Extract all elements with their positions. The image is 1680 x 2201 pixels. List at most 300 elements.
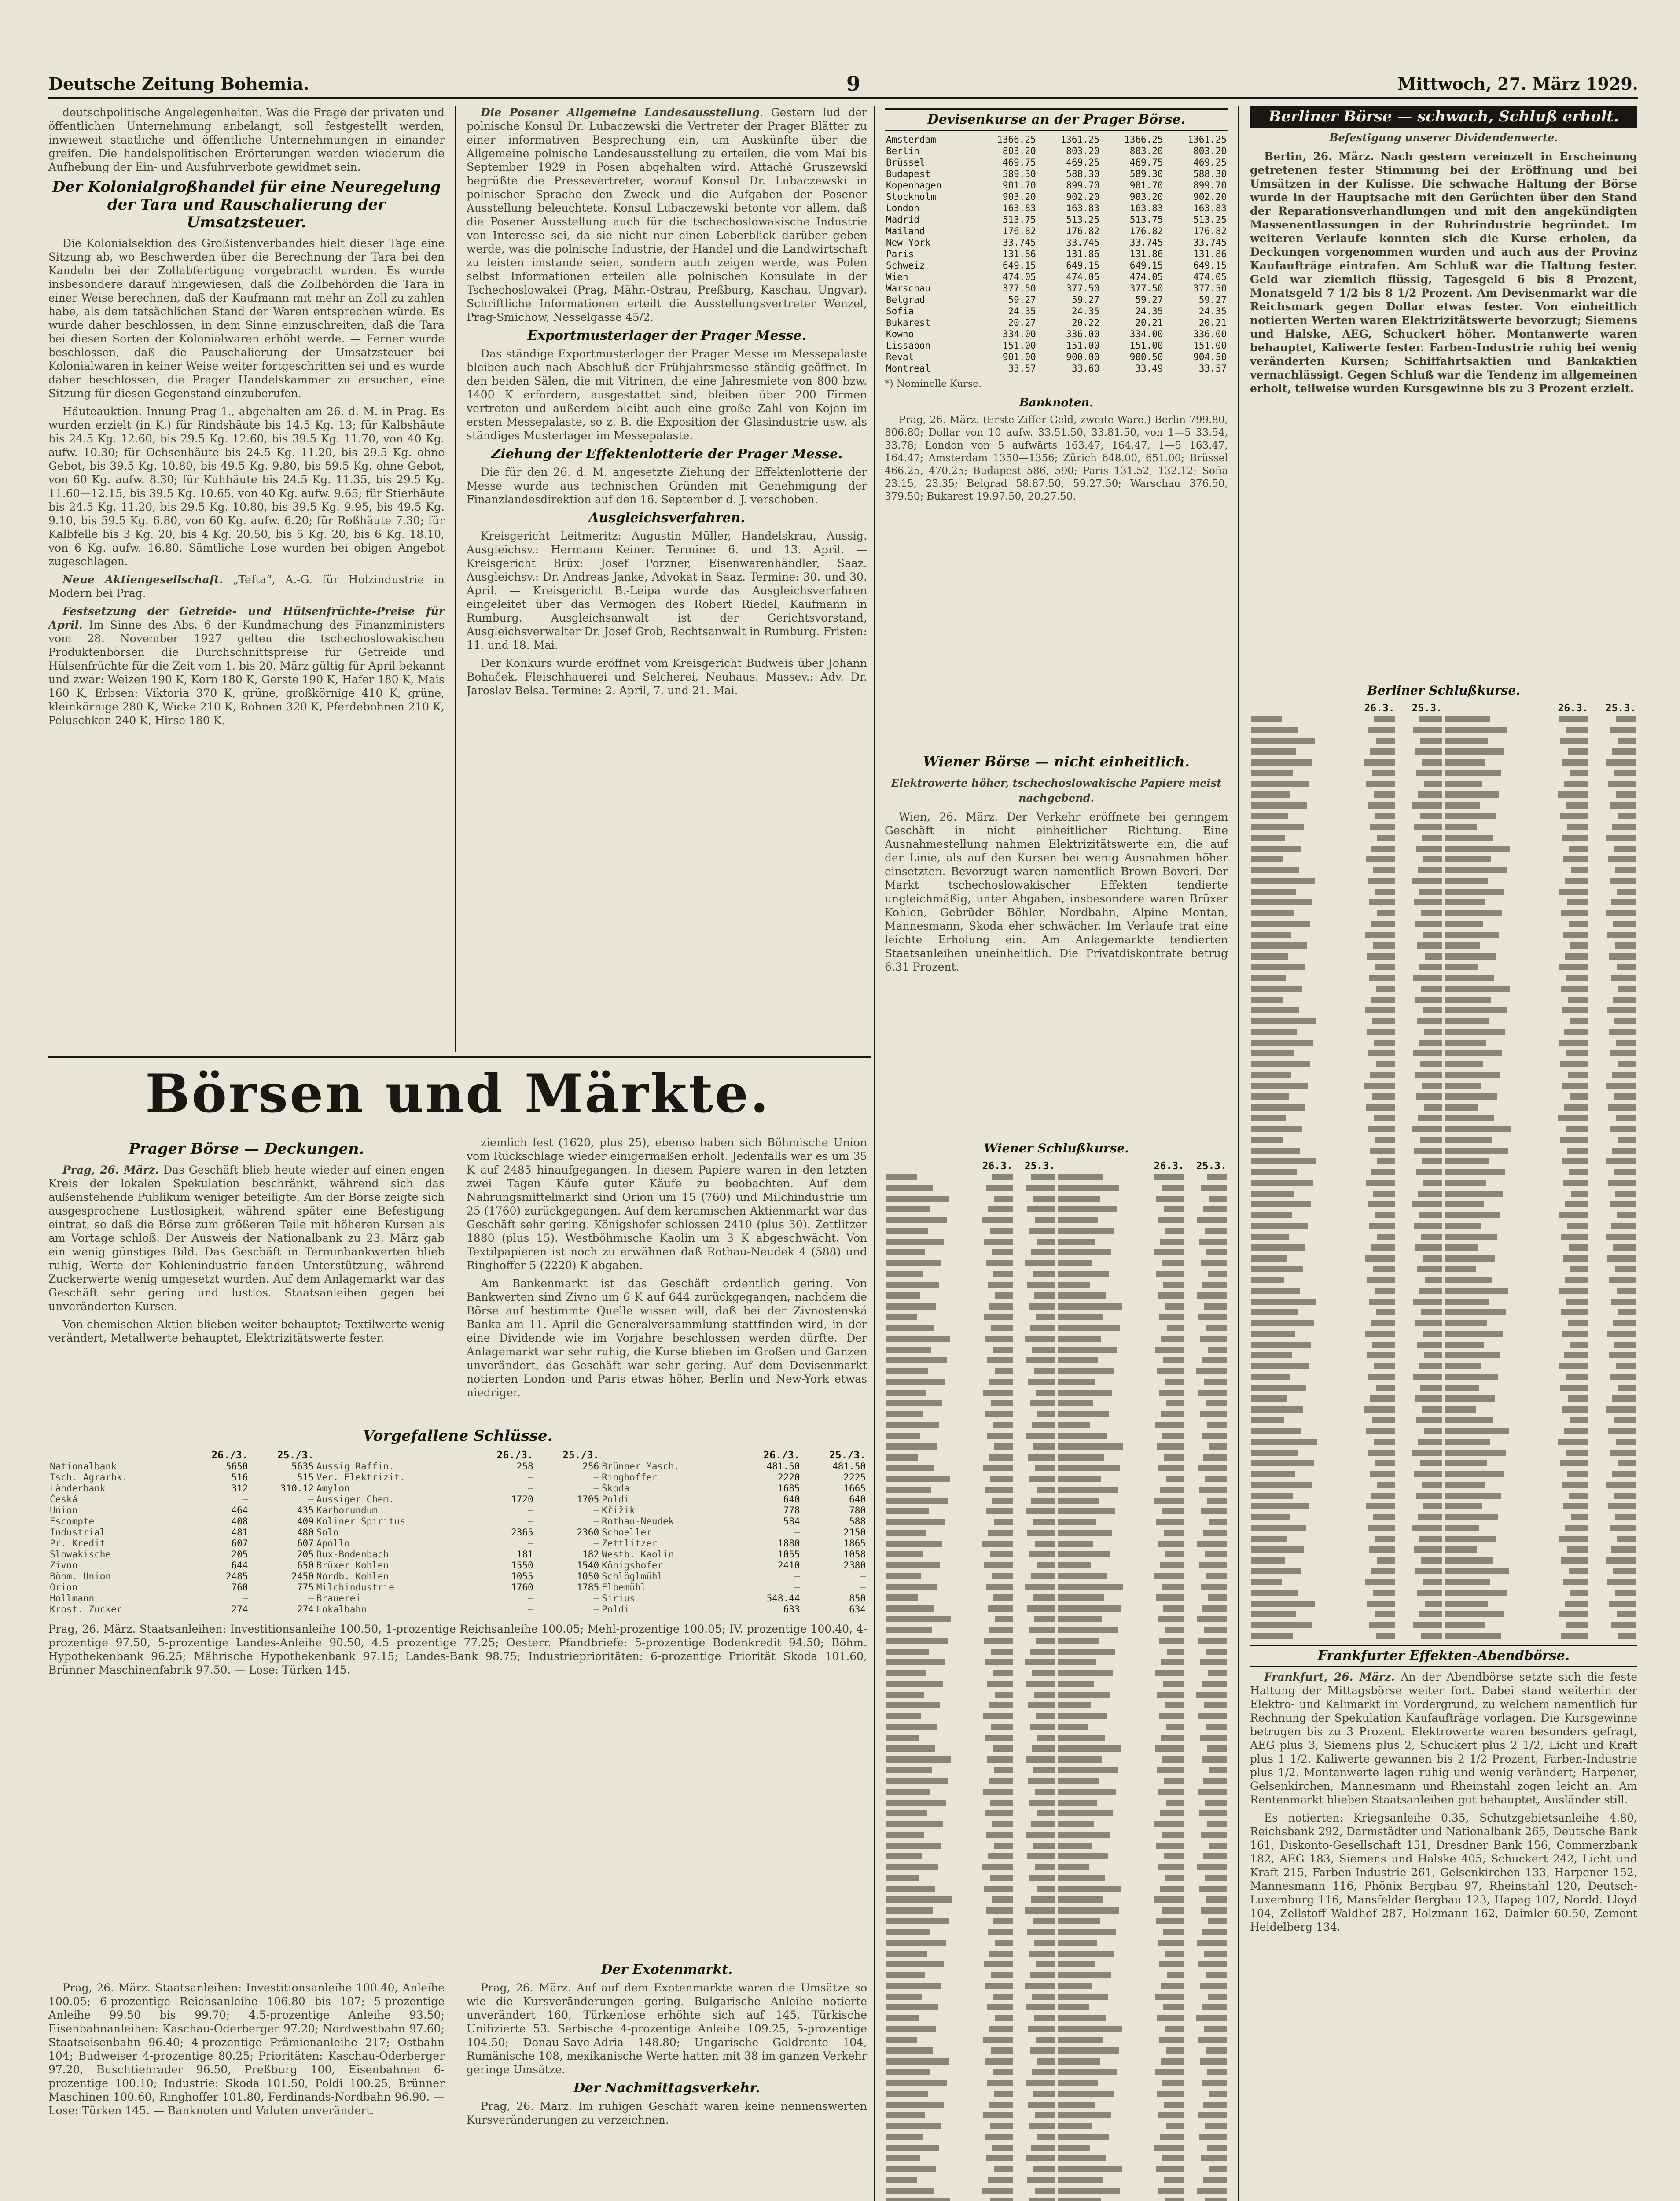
print-texture	[1251, 1083, 1308, 1089]
print-texture	[1445, 1342, 1484, 1348]
print-texture	[1204, 1627, 1227, 1633]
print-texture	[986, 1185, 1013, 1191]
illegible-cell	[1014, 1366, 1056, 1377]
print-texture	[1208, 1271, 1227, 1277]
illegible-cell	[885, 2131, 972, 2142]
illegible-cell	[1590, 725, 1637, 736]
print-texture	[1369, 1622, 1395, 1628]
illegible-cell	[1250, 1016, 1348, 1027]
print-texture	[1445, 1579, 1490, 1585]
rate-cell: 803.20	[1129, 146, 1163, 156]
print-texture	[1037, 1735, 1055, 1741]
illegible-cell	[1348, 1081, 1396, 1092]
print-texture	[986, 1508, 1013, 1514]
print-texture	[1251, 1169, 1297, 1175]
table-row: Nationalbank 5650 5635 Aussig Raffin. 258 256 Brünner Masch. 481.50 481.50	[50, 1461, 866, 1472]
print-texture	[1158, 1864, 1184, 1870]
illegible-cell	[1186, 2045, 1228, 2056]
illegible-cell	[1348, 1393, 1396, 1404]
print-texture	[1031, 1249, 1055, 1255]
illegible-cell	[1250, 1329, 1348, 1340]
illegible-cell	[1396, 736, 1444, 747]
currency-label: London	[886, 203, 919, 213]
table-row	[885, 1862, 1228, 1873]
print-texture	[1166, 1476, 1184, 1482]
print-texture	[986, 2155, 1013, 2161]
illegible-cell	[885, 1808, 972, 1819]
illegible-cell	[1143, 1592, 1186, 1603]
illegible-cell	[1186, 1280, 1228, 1291]
print-texture	[1413, 727, 1442, 733]
print-texture	[1162, 1508, 1184, 1514]
print-texture	[1251, 1536, 1287, 1542]
illegible-cell	[1542, 1350, 1589, 1361]
illegible-cell	[972, 1409, 1014, 1420]
article-text: Prag, 26. März. Staatsanleihen: Investitionsanleihe 100.50, 1-prozentige Reichsanleihe 100.05; Mehl-prozentige 100.05; IV. prozentige 100.40, 4-prozentige 97.50, 5-prozentige Landes-Anleihe 90.50, 4.5 prozentige 77.25; Oesterr. Pfandbriefe: 5-prozentige Bodenkredit 94.50; Böhm. Hypothekenbank 96.25; Mährische Hypothekenbank 97.15; Landes-Bank 98.75; Industrieprioritäten: 6-prozentige Priorität Skoda 101.60, Brünner Maschinenfabrik 97.50. — Lose: Türken 145.	[48, 1623, 867, 1676]
illegible-cell	[885, 1829, 972, 1840]
illegible-cell	[885, 1474, 972, 1485]
table-row	[885, 1582, 1228, 1593]
table-row	[885, 168, 1228, 180]
illegible-cell	[1444, 1436, 1542, 1447]
illegible-cell	[1186, 1894, 1228, 1905]
print-texture	[1167, 1325, 1184, 1331]
article-text: Prag, 26. März. Staatsanleihen: Investitionsanleihe 100.40, Anleihe 100.05; 6-prozentige Reichsanleihe 106.80 bis 107; 5-prozentige Anleihe 99.50 bis 99.70; 4.5-prozentige Anleihe 93.50; Eisenbahnanleihen: Kaschau-Oderberger 97.20; Nordwestbahn 97.60; Staatseisenbahn 96.40; 4-prozentige Prämienanleihe 217; Ostbahn 104; Budweiser 4-prozentige 80.25; Prioritäten: Kaschau-Oderberger 97.20, Buschtiehrader 96.50, Preßburg 100, Eisenbahnen 6-prozentige 100.10; Industrie: Skoda 101.50, Poldi 100.25, Brünner Maschinen 100.60, Ringhoffer 101.80, Ferdinands-Nordbahn 96.90. — Lose: Türken 145. — Banknoten und Valuten unverändert.	[48, 1981, 445, 2117]
illegible-cell	[1396, 962, 1444, 973]
illegible-cell	[1250, 876, 1348, 887]
illegible-cell	[1348, 1361, 1396, 1372]
print-texture	[1565, 1201, 1588, 1207]
print-texture	[1058, 2134, 1109, 2140]
print-texture	[993, 1994, 1013, 2000]
print-texture	[886, 2004, 938, 2010]
print-texture	[992, 1174, 1013, 1180]
print-texture	[1206, 2047, 1227, 2054]
print-texture	[1565, 953, 1588, 960]
print-texture	[1610, 1450, 1636, 1456]
print-texture	[1205, 1228, 1227, 1234]
print-texture	[1031, 1573, 1055, 1579]
rate-cell: 474.05	[1066, 272, 1100, 282]
illegible-cell	[885, 1463, 972, 1474]
illegible-cell	[1348, 1091, 1396, 1102]
print-texture	[1563, 1579, 1588, 1585]
print-texture	[1445, 748, 1504, 755]
print-texture	[1199, 1810, 1227, 1816]
rate-cell: 469.25	[1193, 157, 1227, 168]
illegible-cell	[1250, 800, 1348, 811]
print-texture	[984, 1886, 1013, 1892]
print-texture	[1569, 1568, 1588, 1574]
table-row	[885, 214, 1228, 225]
illegible-cell	[1056, 2164, 1143, 2175]
illegible-cell	[1143, 1484, 1186, 1495]
illegible-cell	[1186, 1733, 1228, 1744]
print-texture	[1445, 1395, 1495, 1402]
rate-cell: 59.27	[1135, 294, 1163, 305]
print-texture	[982, 1864, 1013, 1870]
print-texture	[1204, 1303, 1227, 1310]
table-row	[885, 363, 1228, 374]
table-row	[885, 1711, 1228, 1722]
illegible-cell	[1014, 1959, 1056, 1970]
illegible-cell	[885, 1517, 972, 1528]
article-text: Die Kolonialsektion des Großistenverbandes hielt dieser Tage eine Sitzung ab, wo Beschwerden über die Berechnung der Tara bei den Kandeln bei der Zollabfertigung vorgebracht wurden. Es wurde insbesondere darauf hingewiesen, daß die Zollbehörden die Tara in einer Weise berechnen, daß der Kaufmann mit mehr an Zoll zu zahlen habe, als dem tatsächlichen Stand der Waren entsprechen würde. Es wurde daher beschlossen, in dem Sinne einzuschreiten, daß die Tara bei diesen Sorten der Kolonialwaren erhöht werde. — Ferner wurde beschlossen, daß die Pauschalierung der Umsatzsteuer bei Kolonialwaren in keiner Weise weiter fortgeschritten sei und es wurde daher beschlossen, die Prager Handelskammer zu ersuchen, eine Sitzung für diesen Gegenstand einzuberufen.	[48, 237, 445, 400]
print-texture	[1609, 1352, 1636, 1358]
print-texture	[1559, 1536, 1588, 1542]
print-texture	[1029, 1800, 1055, 1806]
print-texture	[1445, 1482, 1485, 1488]
print-texture	[1251, 921, 1310, 927]
print-texture	[1559, 1040, 1588, 1046]
print-texture	[1445, 1320, 1487, 1326]
illegible-cell	[1396, 1393, 1444, 1404]
print-texture	[1058, 1638, 1099, 1644]
print-texture	[1035, 1864, 1055, 1870]
print-texture	[1165, 1702, 1184, 1708]
illegible-cell	[1348, 1469, 1396, 1480]
currency-label: Madrid	[886, 214, 919, 225]
col-header: 25.3.	[1412, 703, 1442, 714]
illegible-cell	[1542, 1577, 1589, 1588]
illegible-cell	[1014, 1182, 1056, 1193]
illegible-cell	[1444, 1598, 1542, 1609]
print-texture	[1200, 1735, 1227, 1741]
print-texture	[1445, 1093, 1497, 1100]
print-texture	[1058, 2069, 1117, 2075]
print-texture	[1157, 1368, 1184, 1374]
article-text: Neue Aktiengesellschaft. „Tefta“, A.-G. für Holzindustrie in Modern bei Prag.	[48, 573, 445, 600]
illegible-cell	[1250, 1027, 1348, 1038]
illegible-cell	[1056, 1355, 1143, 1366]
illegible-cell	[1056, 1269, 1143, 1280]
illegible-cell	[1186, 2056, 1228, 2067]
illegible-cell	[1143, 1323, 1186, 1334]
illegible-cell	[885, 1355, 972, 1366]
illegible-cell	[1014, 2175, 1056, 2186]
illegible-cell	[1186, 1884, 1228, 1895]
illegible-cell	[1590, 1329, 1637, 1340]
print-texture	[1617, 1611, 1636, 1617]
illegible-cell	[1186, 1668, 1228, 1679]
print-texture	[1159, 1638, 1184, 1644]
table-row	[1250, 768, 1637, 779]
table-header-row	[1250, 703, 1637, 714]
illegible-cell	[1348, 1005, 1396, 1016]
illegible-cell	[1542, 725, 1589, 736]
print-texture	[1617, 889, 1636, 895]
print-texture	[1251, 1590, 1298, 1596]
illegible-cell	[1444, 811, 1542, 822]
illegible-cell	[1444, 1134, 1542, 1145]
print-texture	[1560, 1061, 1588, 1067]
illegible-cell	[1143, 1819, 1186, 1830]
column-3-devisen	[885, 106, 1228, 546]
print-texture	[886, 1303, 936, 1310]
illegible-cell	[1186, 1398, 1228, 1409]
print-texture	[1027, 1282, 1055, 1288]
print-texture	[1445, 802, 1480, 809]
print-texture	[886, 1443, 937, 1450]
print-texture	[1618, 1137, 1636, 1143]
print-texture	[1058, 2198, 1101, 2201]
print-texture	[886, 1832, 924, 1838]
rate-cell: 901.70	[1002, 180, 1036, 191]
rate-cell: 649.15	[1066, 260, 1100, 271]
table-row	[1250, 1361, 1637, 1372]
illegible-cell	[1250, 1253, 1348, 1264]
print-texture	[1415, 748, 1442, 755]
print-texture	[1058, 1767, 1118, 1773]
illegible-cell	[1014, 1301, 1056, 1312]
illegible-cell	[1396, 1436, 1444, 1447]
illegible-cell	[1250, 854, 1348, 865]
illegible-cell	[1186, 1937, 1228, 1948]
print-texture	[1035, 1541, 1055, 1547]
print-texture	[1202, 1357, 1227, 1363]
table-row	[1250, 1102, 1637, 1113]
print-texture	[1208, 1918, 1227, 1924]
illegible-cell	[1143, 2196, 1186, 2201]
rate-cell: 902.20	[1193, 191, 1227, 202]
table-row	[1250, 779, 1637, 790]
print-texture	[988, 1530, 1013, 1536]
print-texture	[1251, 932, 1291, 938]
print-texture	[1416, 1417, 1442, 1423]
rate-cell: 474.05	[1002, 272, 1036, 282]
print-texture	[1208, 1670, 1227, 1676]
print-texture	[1445, 1439, 1490, 1445]
print-texture	[1197, 2188, 1227, 2194]
illegible-cell	[1348, 779, 1396, 790]
illegible-cell	[1348, 1275, 1396, 1286]
print-texture	[1607, 932, 1636, 938]
illegible-cell	[1056, 1182, 1143, 1193]
print-texture	[1368, 1126, 1395, 1132]
col-header: 25./3.	[829, 1450, 866, 1461]
print-texture	[1203, 2177, 1227, 2183]
print-texture	[1030, 2047, 1055, 2054]
print-texture	[886, 1174, 917, 1180]
print-texture	[1058, 1174, 1103, 1180]
print-texture	[1377, 1234, 1395, 1240]
table-row: Hollmann — — Brauerei — — Sirius 548.44 850	[50, 1593, 866, 1604]
print-texture	[990, 1551, 1013, 1557]
illegible-cell	[1186, 1829, 1228, 1840]
illegible-cell	[972, 1506, 1014, 1517]
illegible-cell	[972, 1431, 1014, 1442]
print-texture	[886, 1983, 941, 1989]
illegible-cell	[1348, 1436, 1396, 1447]
illegible-cell	[1444, 983, 1542, 994]
illegible-cell	[1444, 768, 1542, 779]
illegible-cell	[1396, 1285, 1444, 1296]
print-texture	[995, 2015, 1013, 2021]
table-row	[1250, 1534, 1637, 1545]
illegible-cell	[1014, 1237, 1056, 1248]
table-row	[885, 1247, 1228, 1258]
illegible-cell	[1396, 1027, 1444, 1038]
illegible-cell	[1250, 973, 1348, 984]
rate-cell: 176.82	[1193, 226, 1227, 236]
print-texture	[1375, 1137, 1395, 1143]
illegible-cell	[1014, 1797, 1056, 1808]
print-texture	[1027, 1853, 1055, 1859]
illegible-cell	[1186, 1754, 1228, 1765]
illegible-cell	[1444, 1404, 1542, 1415]
illegible-cell	[1542, 1469, 1589, 1480]
print-texture	[1026, 1508, 1055, 1514]
illegible-cell	[972, 1193, 1014, 1204]
table-row: Pr. Kredit 607 607 Apollo — — Zettlitzer 1880 1865	[50, 1538, 866, 1549]
print-texture	[1160, 1487, 1184, 1493]
print-texture	[1251, 1309, 1298, 1315]
table-row	[885, 1571, 1228, 1582]
illegible-cell	[1590, 1631, 1637, 1642]
table-row	[1250, 940, 1637, 951]
illegible-cell	[885, 1743, 972, 1754]
illegible-cell	[1014, 2013, 1056, 2024]
print-texture	[1154, 1249, 1184, 1255]
print-texture	[993, 1271, 1013, 1277]
illegible-cell	[1348, 768, 1396, 779]
illegible-cell	[1590, 919, 1637, 930]
illegible-cell	[1143, 1237, 1186, 1248]
illegible-cell	[1590, 736, 1637, 747]
print-texture	[985, 2058, 1013, 2065]
print-texture	[1445, 1309, 1506, 1315]
print-texture	[1206, 1649, 1227, 1655]
table-row	[1250, 1210, 1637, 1221]
illegible-cell	[1056, 2121, 1143, 2132]
illegible-cell	[1590, 1340, 1637, 1351]
illegible-cell	[1590, 1102, 1637, 1113]
illegible-cell	[1250, 1232, 1348, 1243]
illegible-cell	[1396, 1167, 1444, 1178]
rate-cell: 803.20	[1193, 146, 1227, 156]
illegible-cell	[972, 1711, 1014, 1722]
illegible-cell	[1396, 1534, 1444, 1545]
table-row	[885, 1377, 1228, 1388]
print-texture	[1026, 2155, 1055, 2161]
illegible-cell	[1396, 1501, 1444, 1512]
print-texture	[1419, 1040, 1442, 1046]
print-texture	[1562, 1158, 1588, 1164]
illegible-cell	[1056, 1851, 1143, 1862]
rate-cell: 474.05	[1193, 272, 1227, 282]
illegible-cell	[1056, 1873, 1143, 1884]
illegible-cell	[1590, 1038, 1637, 1049]
print-texture	[1058, 1886, 1121, 1892]
illegible-cell	[885, 2078, 972, 2089]
print-texture	[1155, 1670, 1184, 1676]
rate-cell: 176.82	[1002, 226, 1036, 236]
article-text: Es notierten: Kriegsanleihe 0.35, Schutzgebietsanleihe 4.80, Reichsbank 292, Darmstädter und Nationalbank 265, Deutsche Bank 161, Diskonto-Gesellschaft 151, Dresdner Bank 156, Commerzbank 182, AEG 183, Siemens und Halske 405, Schuckert 242, Licht und Kraft 215, Farben-Industrie 261, Gelsenkirchen 133, Harpener 152, Mannesmann 116, Phönix Bergbau 97, Rheinstahl 120, Deutsch-Luxemburg 116, Mansfelder Bergbau 123, Hapag 107, Nordd. Lloyd 104, Zellstoff Waldhof 287, Holzmann 162, Daimler 60.50, Zement Heidelberg 134.	[1250, 1811, 1637, 1933]
print-texture	[1614, 1493, 1636, 1499]
illegible-cell	[972, 1592, 1014, 1603]
print-texture	[1374, 791, 1395, 798]
illegible-cell	[1186, 2078, 1228, 2089]
rate-cell: 803.20	[1002, 146, 1036, 156]
illegible-cell	[885, 1204, 972, 1215]
illegible-cell	[1143, 1776, 1186, 1787]
illegible-cell	[972, 2131, 1014, 2142]
print-texture	[1025, 1584, 1055, 1590]
print-texture	[1156, 2166, 1184, 2172]
print-texture	[1445, 1266, 1476, 1272]
illegible-cell	[1444, 1544, 1542, 1555]
illegible-cell	[972, 1474, 1014, 1485]
illegible-cell	[1056, 1678, 1143, 1689]
article-text: Die Posener Allgemeine Landesausstellung. Gestern lud der polnische Konsul Dr. Lubaczewski die Vertreter der Prager Blätter zu einer informativen Besprechung ein, um Auskünfte über die Allgemeine polnische Landesausstellung zu erteilen, die vom Mai bis September 1929 in Posen abgehalten wird. Attaché Gruszewski begrüßte die Pressevertreter, worauf Konsul Dr. Lubaczewski in polnischer Sprache den Zweck und die Aufgaben der Posener Ausstellung beleuchtete. Konsul Lubaczewski betonte vor allem, daß die Posener Ausstellung auch für die tschechoslowakische Industrie von Interesse sei, da sie nicht nur einen Leberblick darüber geben werde, was die polnische Industrie, der Handel und die Landwirtschaft zu leisten imstande seien, sondern auch zeigen werde, was Polen selbst Informationen erteilen alle polnischen Konsulate in der Tschechoslowakei (Prag, Mähr.-Ostrau, Preßburg, Kaschau, Ungvar). Schriftliche Informationen erteilt die Ausstellungsvertreter Wenzel, Prag-Smichow, Nesselgasse 45/2.	[467, 106, 867, 324]
print-texture	[1251, 1299, 1316, 1305]
illegible-cell	[1250, 1372, 1348, 1383]
illegible-cell	[1396, 854, 1444, 865]
print-texture	[1416, 1493, 1442, 1499]
table-row	[885, 1333, 1228, 1344]
print-texture	[1166, 2047, 1184, 2054]
table-heading: Devisenkurse an der Prager Börse.	[885, 108, 1228, 131]
rate-cell: 334.00	[1002, 329, 1036, 339]
print-texture	[1368, 1525, 1395, 1531]
rate-cell: 24.35	[1198, 306, 1227, 317]
illegible-cell	[972, 1388, 1014, 1399]
print-texture	[1058, 2058, 1100, 2065]
illegible-cell	[1542, 1242, 1589, 1253]
illegible-cell	[885, 1700, 972, 1711]
illegible-cell	[972, 1377, 1014, 1388]
print-texture	[984, 1961, 1013, 1967]
illegible-cell	[972, 1754, 1014, 1765]
illegible-cell	[1056, 2035, 1143, 2046]
table-row	[885, 1452, 1228, 1463]
print-texture	[1028, 1702, 1055, 1708]
illegible-cell	[1542, 1631, 1589, 1642]
illegible-cell	[885, 1538, 972, 1550]
rate-cell: 1366.25	[997, 134, 1036, 145]
illegible-cell	[1444, 1081, 1542, 1092]
illegible-cell	[1143, 1937, 1186, 1948]
table-row	[1250, 1070, 1637, 1081]
illegible-cell	[1542, 832, 1589, 843]
illegible-cell	[1396, 1350, 1444, 1361]
print-texture	[1610, 1050, 1636, 1056]
illegible-cell	[1396, 1091, 1444, 1102]
print-texture	[1420, 1460, 1442, 1466]
print-texture	[1616, 1363, 1636, 1369]
illegible-cell	[1396, 1426, 1444, 1437]
illegible-cell	[1186, 1290, 1228, 1301]
illegible-cell	[1590, 1383, 1637, 1394]
illegible-cell	[1542, 1544, 1589, 1555]
illegible-cell	[1186, 1431, 1228, 1442]
illegible-cell	[1542, 1415, 1589, 1426]
illegible-cell	[1542, 1005, 1589, 1016]
print-texture	[1606, 910, 1636, 916]
illegible-cell	[1444, 1210, 1542, 1221]
print-texture	[1371, 1244, 1395, 1251]
print-texture	[1445, 975, 1494, 981]
illegible-cell	[1186, 1495, 1228, 1506]
print-texture	[1202, 1929, 1227, 1935]
illegible-cell	[885, 1312, 972, 1323]
print-texture	[1058, 1303, 1122, 1310]
illegible-cell	[1444, 1145, 1542, 1156]
print-texture	[1167, 1649, 1184, 1655]
illegible-cell	[1250, 832, 1348, 843]
illegible-cell	[1014, 1538, 1056, 1550]
illegible-cell	[972, 1484, 1014, 1495]
